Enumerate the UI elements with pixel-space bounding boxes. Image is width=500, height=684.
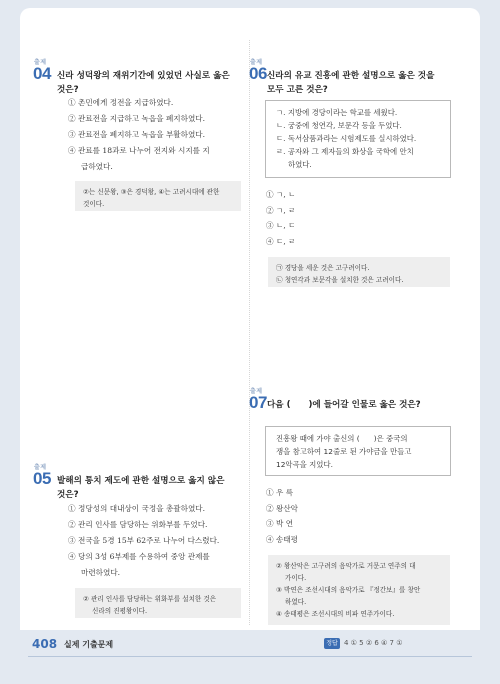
option-3[interactable]: ③ 박 연 (266, 519, 294, 528)
statement-box (265, 100, 451, 178)
question-tag: 출제 (34, 59, 47, 66)
hint-line: ② 관리 인사를 담당하는 위화부를 설치한 것은 (83, 595, 217, 603)
option-4[interactable]: ④ ㄷ, ㄹ (266, 236, 296, 246)
option-2[interactable]: ② 왕산악 (266, 503, 299, 513)
hint-line: 하였다. (285, 598, 307, 606)
option-2[interactable]: ② 관료전을 지급하고 녹읍을 폐지하였다. (68, 114, 206, 123)
hint-line: 신라의 진평왕이다. (92, 607, 148, 615)
question-tag: 출제 (250, 59, 263, 66)
passage-line: 쟁을 참고하여 12줄로 된 가야금을 만들고 (276, 447, 412, 456)
question-text-line: 신라의 유교 진흥에 관한 설명으로 옳은 것을 (267, 71, 435, 81)
page-frame-left (0, 18, 20, 630)
passage-box (265, 426, 451, 476)
hint-line: ②는 신문왕, ③은 경덕왕, ④는 고려시대에 관한 (83, 188, 220, 196)
hint-line: ④ 송태평은 조선시대의 비파 연주가이다. (276, 610, 395, 618)
answer-badge: 정답 (324, 638, 340, 649)
hint-box (75, 181, 241, 211)
question-text-line: 신라 성덕왕의 재위기간에 있었던 사실로 옳은 (57, 71, 230, 81)
option-4[interactable]: ④ 관료를 18과로 나누어 전지와 시지를 지 (68, 146, 210, 155)
footer-rule (28, 656, 472, 657)
option-1[interactable]: ① 정당성의 대내상이 국정을 총괄하였다. (68, 504, 206, 513)
statement-line: ㄹ. 공자와 그 제자들의 화상을 국학에 안치 (276, 147, 414, 156)
question-text: 다음 ( )에 들어갈 인물로 옳은 것은? (267, 400, 421, 410)
options-list (266, 187, 366, 249)
option-3[interactable]: ③ ㄴ, ㄷ (266, 221, 296, 230)
hint-line: 것이다. (83, 200, 105, 208)
column-divider (249, 40, 250, 625)
question-tag: 출제 (34, 464, 47, 471)
options-list (68, 501, 246, 581)
hint-line: ② 왕산악은 고구려의 음악가로 거문고 연주의 대 (276, 562, 416, 570)
option-2[interactable]: ② ㄱ, ㄹ (266, 205, 296, 215)
page-frame-top (0, 0, 500, 18)
hint-box (268, 555, 450, 625)
hint-line: ㉡ 청연각과 보문각을 설치한 것은 고려이다. (276, 276, 404, 284)
question-text (267, 69, 467, 97)
question-text-line: 발해의 통치 제도에 관한 설명으로 옳지 않은 (57, 476, 225, 486)
option-4[interactable]: ④ 당의 3성 6부제를 수용하여 중앙 관제를 (68, 552, 210, 561)
options-list (68, 95, 243, 175)
answer-key: 4 ① 5 ② 6 ④ 7 ① (344, 639, 403, 647)
hint-box (75, 588, 241, 618)
question-number: 06 (249, 64, 267, 83)
page-frame-right (480, 18, 500, 630)
section-title: 실제 기출문제 (64, 640, 114, 649)
option-2[interactable]: ② 관리 인사를 담당하는 위화부를 두었다. (68, 520, 208, 529)
statement-line: ㄴ. 궁중에 청연각, 보문각 등을 두었다. (276, 121, 402, 130)
question-text (57, 474, 242, 502)
options-list (266, 485, 366, 547)
passage-line: 12악곡을 지었다. (276, 460, 333, 469)
statement-line: ㄱ. 지방에 경당이라는 학교를 세웠다. (276, 108, 398, 117)
question-text-line: 것은? (57, 85, 79, 95)
statement-line: 하였다. (288, 160, 312, 169)
question-tag: 출제 (250, 388, 263, 395)
option-1[interactable]: ① 촌민에게 정전을 지급하였다. (68, 98, 174, 107)
question-number: 04 (33, 64, 51, 83)
option-3[interactable]: ③ 전국을 5경 15부 62주로 나누어 다스렸다. (68, 536, 220, 545)
question-text-line: 것은? (57, 490, 79, 500)
statement-line: ㄷ. 독서삼품과라는 시험제도를 실시하였다. (276, 134, 417, 143)
option-3[interactable]: ③ 관료전을 폐지하고 녹읍을 부활하였다. (68, 130, 206, 139)
question-text-line: 모두 고른 것은? (267, 85, 328, 95)
question-text (57, 69, 242, 97)
option-1[interactable]: ① ㄱ, ㄴ (266, 190, 296, 199)
passage-line: 진흥왕 때에 가야 출신의 ( )은 중국의 (276, 434, 408, 443)
hint-box (268, 257, 450, 287)
hint-line: 가이다. (285, 574, 307, 582)
option-4-continued: 마련하였다. (81, 568, 121, 577)
hint-line: ㉠ 경당을 세운 것은 고구려이다. (276, 264, 370, 272)
option-4-continued: 급하였다. (81, 162, 113, 171)
option-4[interactable]: ④ 송태평 (266, 534, 299, 544)
page-number: 408 (32, 637, 58, 651)
option-1[interactable]: ① 우 륵 (266, 488, 294, 497)
question-number: 07 (249, 393, 267, 412)
hint-line: ③ 박연은 조선시대의 음악가로 『정간보』를 창안 (276, 586, 421, 594)
question-number: 05 (33, 469, 51, 488)
